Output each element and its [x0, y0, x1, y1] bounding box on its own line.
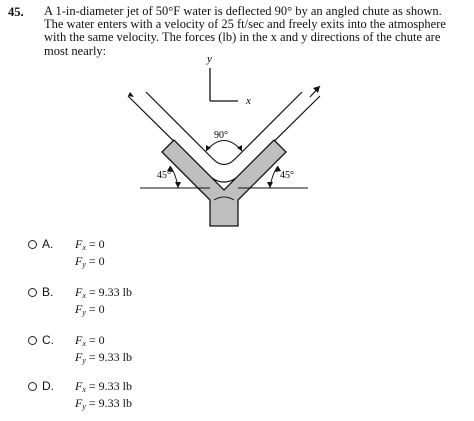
- question-number: 45.: [8, 5, 24, 19]
- left-angle-label: 45°: [157, 170, 171, 181]
- option-b-radio[interactable]: [28, 288, 37, 297]
- option-d-radio[interactable]: [28, 382, 37, 391]
- option-c-fx: = 0: [88, 333, 105, 347]
- option-b-fy: = 0: [88, 302, 105, 316]
- option-c-letter: C.: [42, 333, 54, 347]
- question-stem: A 1-in-diameter jet of 50°F water is deflected 90° by an angled chute as shown. The water enters with a velocity of 25 ft/sec and freely exits into the atmosphere with the same velocity. The forces (lb) in the x and y directions of the chute are most nearly:: [44, 4, 446, 58]
- option-a-fy: = 0: [88, 254, 105, 268]
- option-c-fy: = 9.33 lb: [88, 350, 133, 364]
- option-d-fx: = 9.33 lb: [88, 379, 133, 393]
- option-b-fx: = 9.33 lb: [88, 285, 133, 299]
- center-angle-arc: [206, 141, 242, 152]
- right-angle-label: 45°: [280, 170, 294, 181]
- option-c-radio[interactable]: [28, 336, 37, 345]
- x-axis-label: x: [246, 95, 251, 107]
- option-a-letter: A.: [42, 237, 54, 251]
- option-d-fy: = 9.33 lb: [88, 396, 133, 410]
- chute-diagram-svg: [110, 48, 340, 238]
- option-a-fx: = 0: [88, 237, 105, 251]
- center-angle-label: 90°: [214, 130, 228, 141]
- option-b-letter: B.: [42, 285, 54, 299]
- water-curve-inner: [212, 158, 236, 165]
- chute-diagram: [110, 48, 340, 238]
- chute-body: [162, 140, 286, 226]
- option-a-radio[interactable]: [28, 240, 37, 249]
- y-axis-label: y: [207, 53, 212, 65]
- option-d-letter: D.: [42, 379, 54, 393]
